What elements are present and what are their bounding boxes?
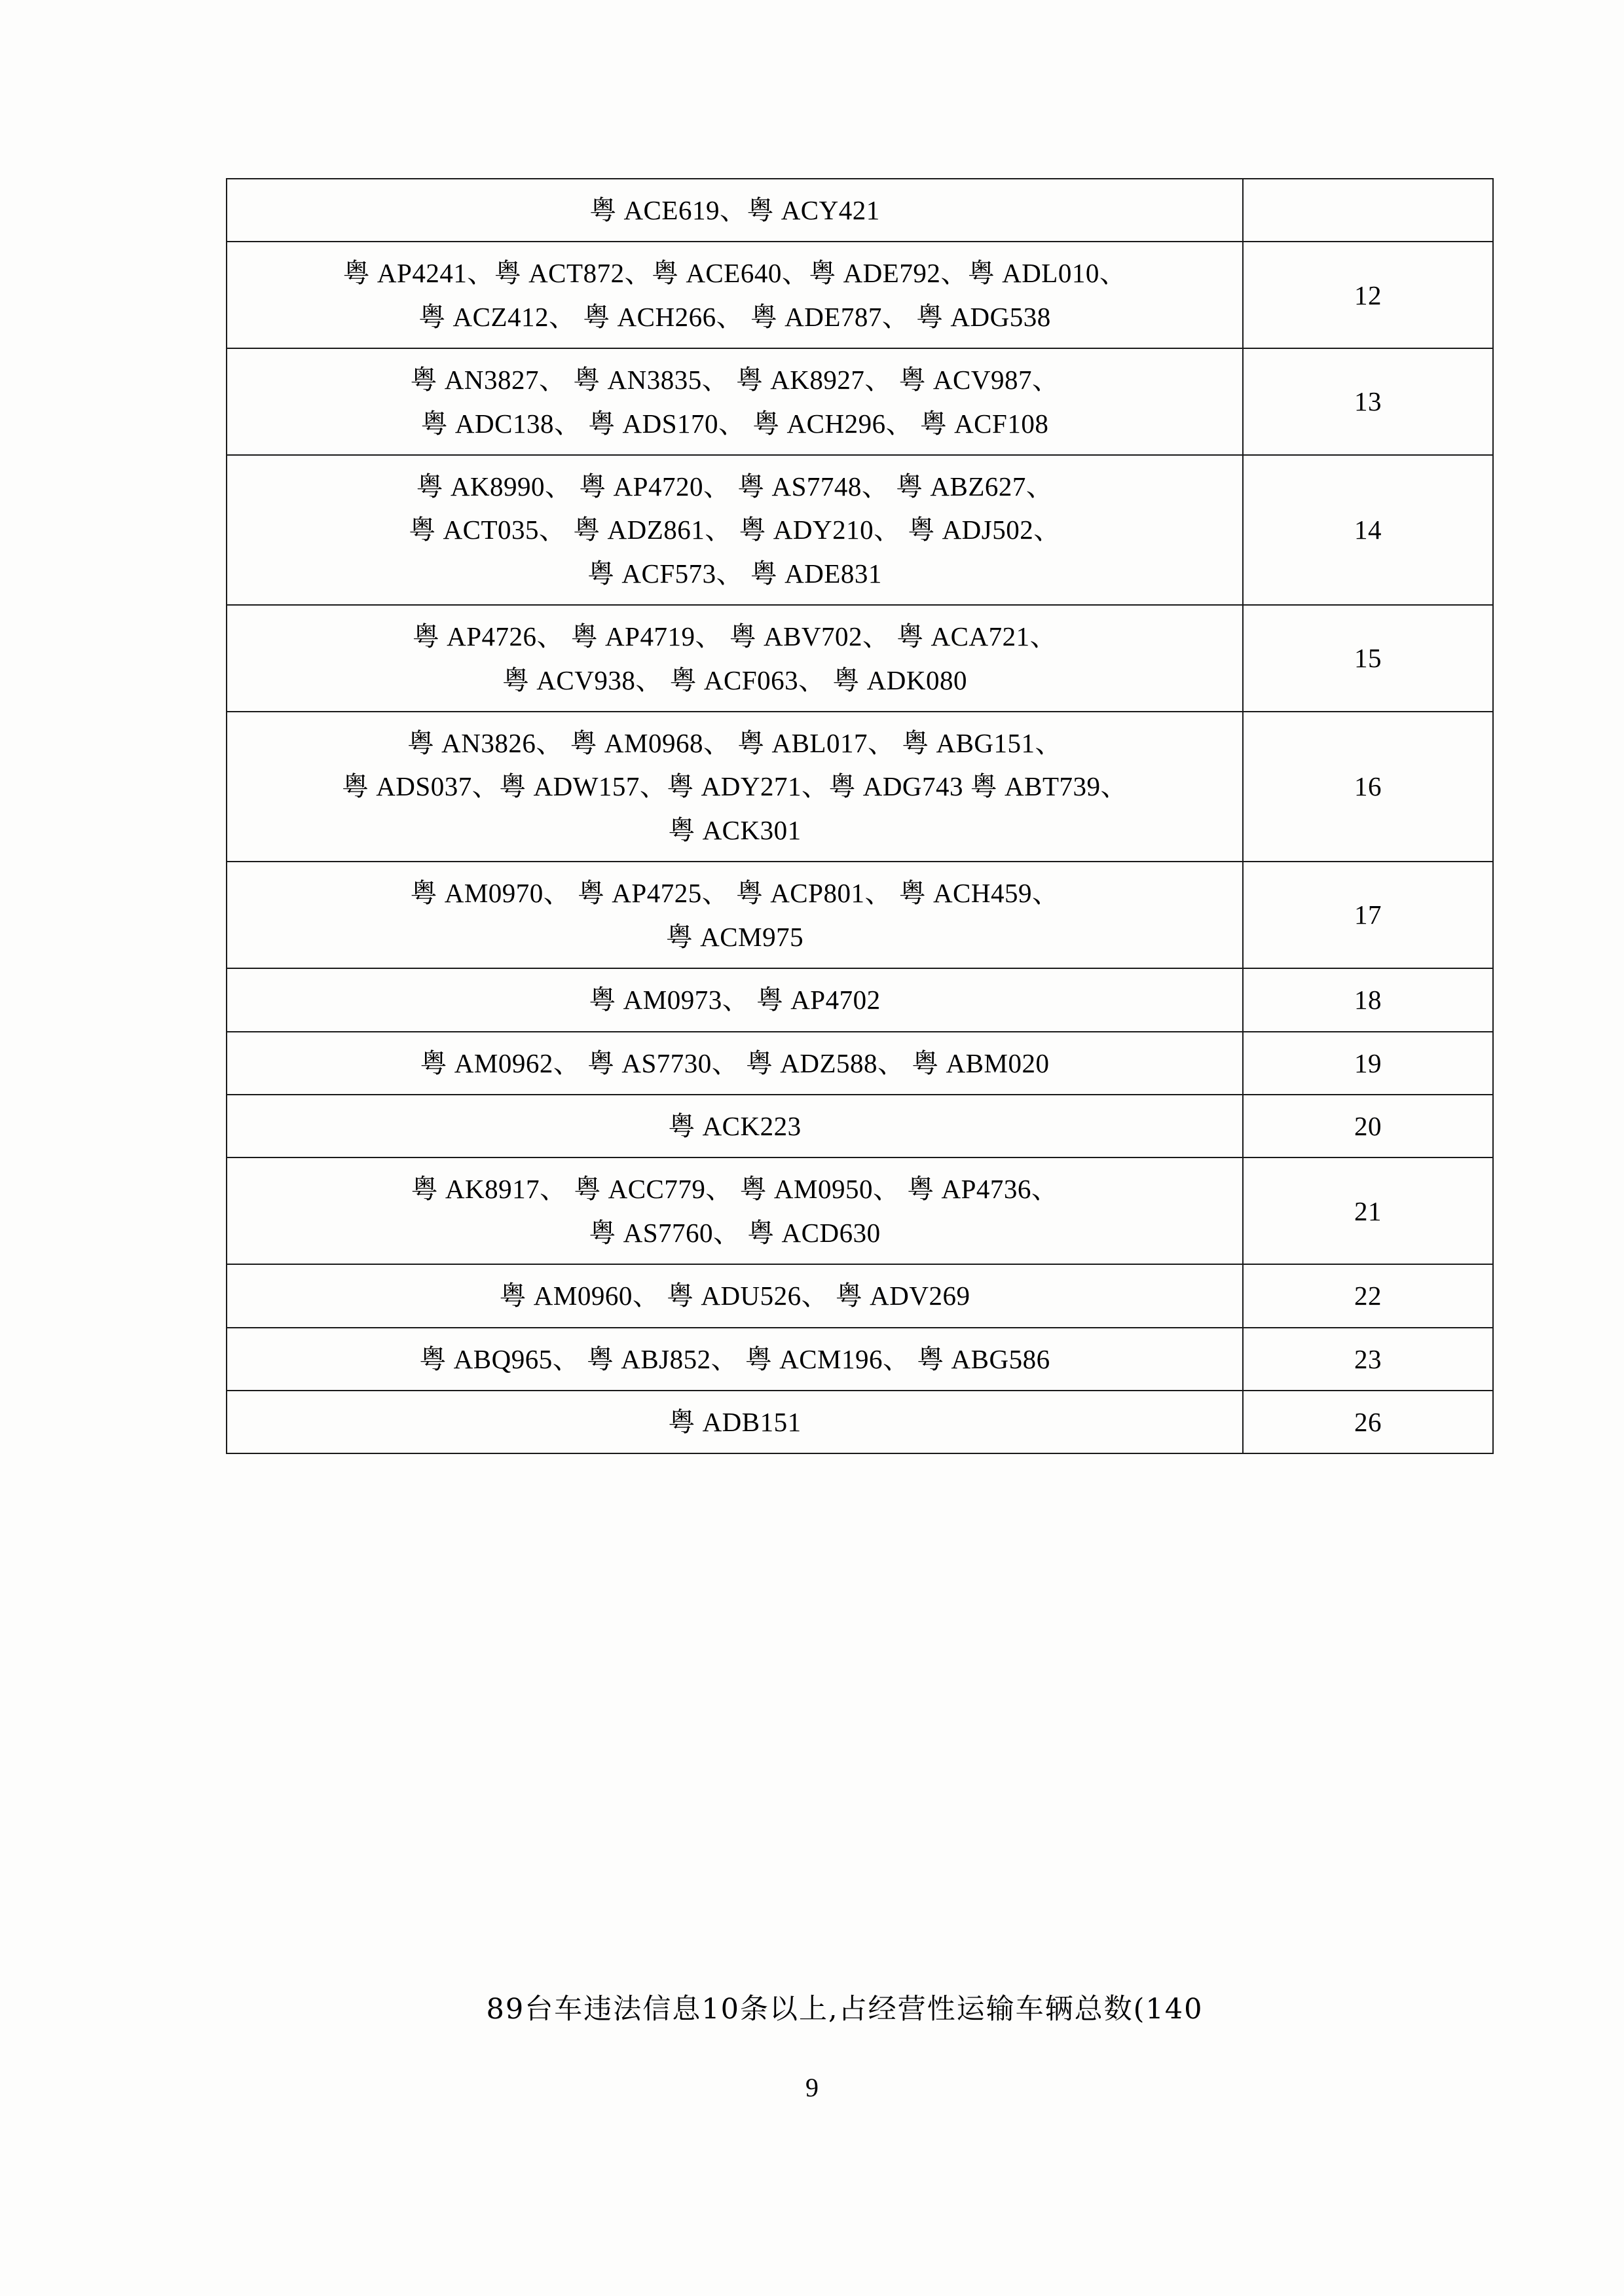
plate-line: 粤 AP4726、 粤 AP4719、 粤 ABV702、 粤 ACA721、 xyxy=(412,621,1058,652)
plates-cell xyxy=(227,348,1243,455)
table-row xyxy=(227,605,1493,712)
count-cell xyxy=(1243,179,1493,242)
plate-line: 粤 ACM975 xyxy=(665,921,804,952)
table-row xyxy=(227,1095,1493,1157)
plate-line: 粤 AK8917、 粤 ACC779、 粤 AM0950、 粤 AP4736、 xyxy=(411,1174,1059,1205)
count-cell: 13 xyxy=(1243,348,1493,455)
page-number: 9 xyxy=(805,2073,819,2102)
plate-line: 粤 AN3826、 粤 AM0968、 粤 ABL017、 粤 ABG151、 xyxy=(407,728,1063,759)
plate-line: 粤 AM0973、 粤 AP4702 xyxy=(589,985,881,1015)
table-body xyxy=(227,179,1493,1453)
table-row xyxy=(227,862,1493,968)
plate-line: 粤 ADB151 xyxy=(668,1406,802,1437)
table-row xyxy=(227,1157,1493,1264)
plate-line: 粤 ACT035、 粤 ADZ861、 粤 ADY210、 粤 ADJ502、 xyxy=(409,515,1061,545)
count-cell: 14 xyxy=(1243,455,1493,605)
table-row xyxy=(227,1264,1493,1327)
plate-line: 粤 ACZ412、 粤 ACH266、 粤 ADE787、 粤 ADG538 xyxy=(418,301,1051,332)
plates-cell xyxy=(227,712,1243,862)
plate-line: 粤 ACV938、 粤 ACF063、 粤 ADK080 xyxy=(502,665,967,695)
plate-line: 粤 AM0960、 粤 ADU526、 粤 ADV269 xyxy=(499,1281,970,1311)
plates-cell xyxy=(227,1032,1243,1095)
count-cell: 18 xyxy=(1243,968,1493,1031)
table-row xyxy=(227,455,1493,605)
plate-line: 粤 ADC138、 粤 ADS170、 粤 ACH296、 粤 ACF108 xyxy=(420,408,1049,439)
plate-line: 粤 AM0962、 粤 AS7730、 粤 ADZ588、 粤 ABM020 xyxy=(420,1048,1050,1078)
plate-line: 粤 ADS037、粤 ADW157、粤 ADY271、粤 ADG743 粤 ABT739、 xyxy=(341,771,1128,802)
count-cell: 21 xyxy=(1243,1157,1493,1264)
count-cell: 19 xyxy=(1243,1032,1493,1095)
plate-line: 粤 AP4241、粤 ACT872、粤 ACE640、粤 ADE792、粤 ADL010、 xyxy=(342,258,1127,289)
table-row xyxy=(227,1328,1493,1391)
count-cell: 26 xyxy=(1243,1391,1493,1453)
plate-line: 粤 ACE619、粤 ACY421 xyxy=(589,195,880,225)
count-cell: 23 xyxy=(1243,1328,1493,1391)
table-row xyxy=(227,712,1493,862)
plate-line: 粤 ABQ965、 粤 ABJ852、 粤 ACM196、 粤 ABG586 xyxy=(419,1343,1050,1374)
table-row xyxy=(227,1032,1493,1095)
count-cell: 15 xyxy=(1243,605,1493,712)
plate-line: 粤 AN3827、 粤 AN3835、 粤 AK8927、 粤 ACV987、 xyxy=(410,365,1060,395)
plate-line: 粤 ACK301 xyxy=(668,814,802,845)
count-cell: 16 xyxy=(1243,712,1493,862)
plates-cell xyxy=(227,1328,1243,1391)
plate-line: 粤 ACK223 xyxy=(668,1110,802,1141)
plates-cell xyxy=(227,1157,1243,1264)
plates-cell xyxy=(227,605,1243,712)
footnote-text: 89台车违法信息10条以上,占经营性运输车辆总数(140 xyxy=(486,1993,1204,2026)
table-row xyxy=(227,348,1493,455)
count-cell: 22 xyxy=(1243,1264,1493,1327)
plates-cell xyxy=(227,1391,1243,1453)
table-row xyxy=(227,179,1493,242)
plate-line: 粤 AS7760、 粤 ACD630 xyxy=(589,1217,881,1248)
vehicle-plate-table xyxy=(226,178,1494,1454)
plate-line: 粤 AM0970、 粤 AP4725、 粤 ACP801、 粤 ACH459、 xyxy=(410,878,1060,909)
count-cell: 17 xyxy=(1243,862,1493,968)
table-row xyxy=(227,1391,1493,1453)
plates-cell xyxy=(227,242,1243,348)
plates-cell xyxy=(227,862,1243,968)
table-row xyxy=(227,968,1493,1031)
plates-cell xyxy=(227,179,1243,242)
plates-cell xyxy=(227,1264,1243,1327)
plate-line: 粤 AK8990、 粤 AP4720、 粤 AS7748、 粤 ABZ627、 xyxy=(416,471,1054,502)
plates-cell xyxy=(227,1095,1243,1157)
plates-cell xyxy=(227,455,1243,605)
count-cell: 12 xyxy=(1243,242,1493,348)
plates-cell xyxy=(227,968,1243,1031)
plate-line: 粤 ACF573、 粤 ADE831 xyxy=(587,558,882,589)
table-row xyxy=(227,242,1493,348)
count-cell: 20 xyxy=(1243,1095,1493,1157)
